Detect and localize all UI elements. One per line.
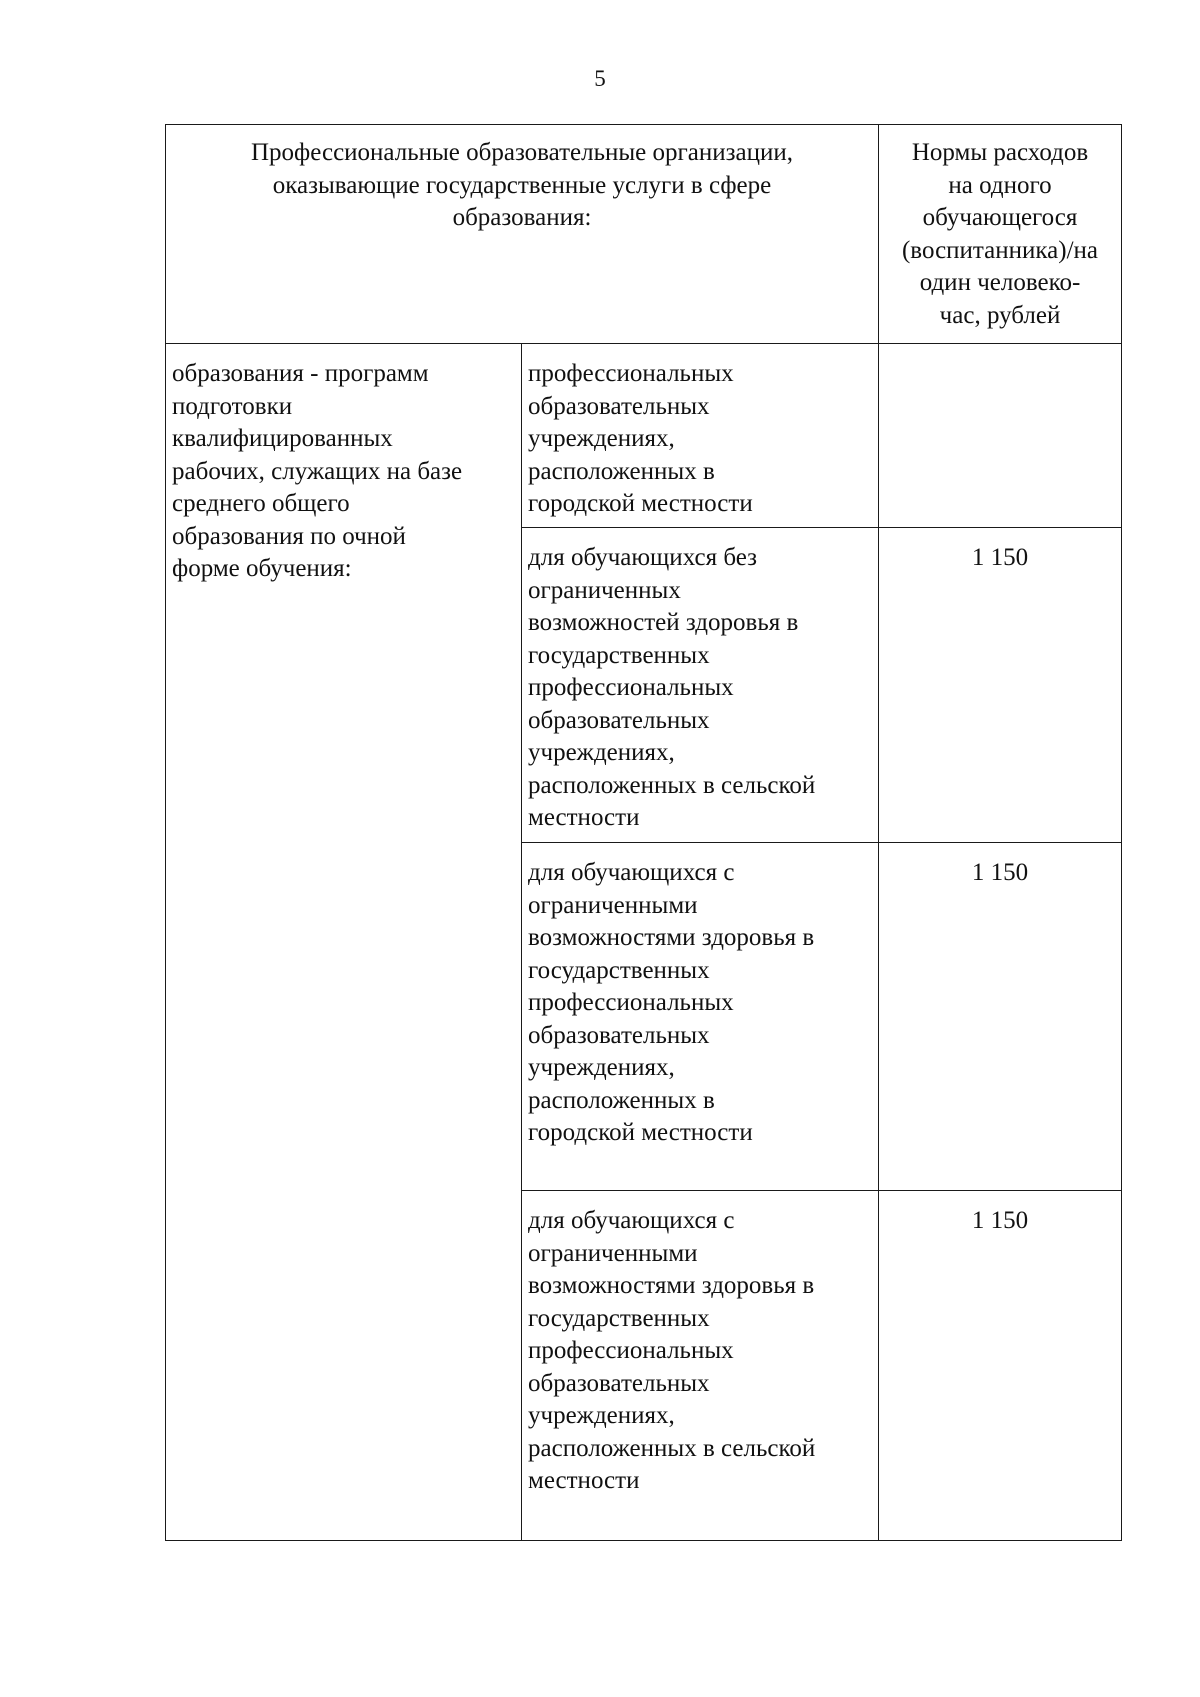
row-description: профессиональных образовательных учреждениях, расположенных в городской местности	[522, 344, 879, 528]
row-description: для обучающихся без ограниченных возможностей здоровья в государственных профессиональных образовательных учреждениях, расположенных в сельской местности	[522, 528, 879, 843]
page-number: 5	[594, 66, 606, 91]
row-value: 1 150	[879, 843, 1122, 1191]
row-value	[879, 344, 1122, 528]
table-row	[166, 344, 1122, 528]
row-description: для обучающихся с ограниченными возможностями здоровья в государственных профессиональных образовательных учреждениях, расположенных в сельской местности	[522, 1191, 879, 1541]
expense-norms-table	[165, 124, 1122, 1541]
header-expense-norm: Нормы расходов на одного обучающегося (воспитанника)/на один человеко- час, рублей	[879, 125, 1122, 344]
row-value: 1 150	[879, 528, 1122, 843]
header-organizations: Профессиональные образовательные организации, оказывающие государственные услуги в сфере образования:	[166, 125, 879, 344]
program-group-label: образования - программ подготовки квалифицированных рабочих, служащих на базе среднего общего образования по очной форме обучения:	[166, 344, 522, 1541]
row-value: 1 150	[879, 1191, 1122, 1541]
row-description: для обучающихся с ограниченными возможностями здоровья в государственных профессиональных образовательных учреждениях, расположенных в городской местности	[522, 843, 879, 1191]
table-header-row	[166, 125, 1122, 344]
